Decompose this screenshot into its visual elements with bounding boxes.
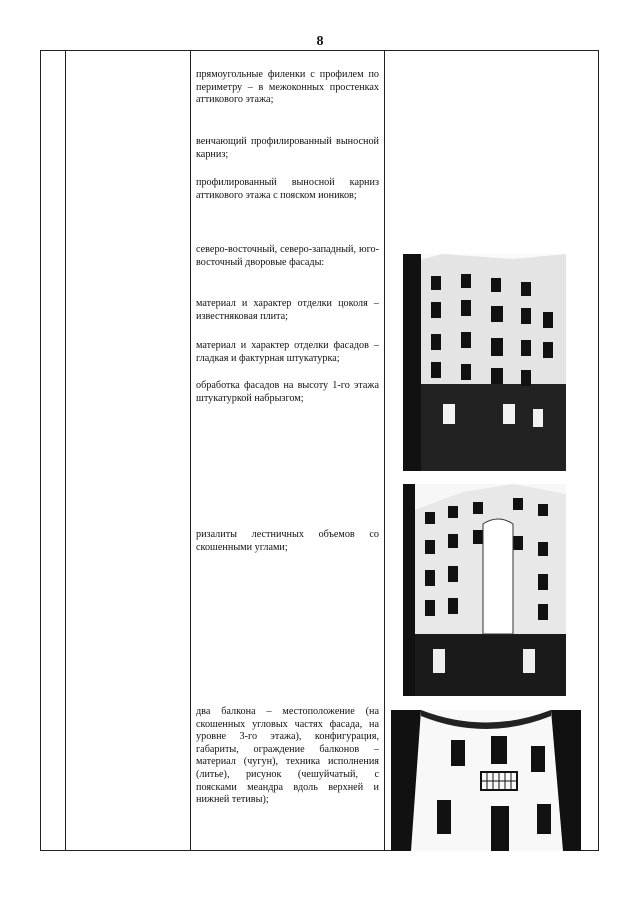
text-item: материал и характер отделки цоколя – известняковая плита; [196,298,379,322]
text-item: прямоугольные филенки с профилем по периметру – в межоконных простенках аттикового этажа; [196,69,379,106]
facade-photo [403,254,566,471]
risalit-photo [403,484,566,696]
column-divider [384,51,385,850]
text-item: обработка фасадов на высоту 1-го этажа штукатуркой набрызгом; [196,380,379,404]
text-item: материал и характер отделки фасадов – гладкая и фактурная штукатурка; [196,340,379,364]
balcony-photo [391,710,581,851]
page-number: 8 [316,34,324,49]
text-item: профилированный выносной карниз аттикового этажа с пояском иоников; [196,177,379,201]
content-table [40,50,599,851]
column-divider [190,51,191,850]
text-item: ризалиты лестничных объемов со скошенными углами; [196,529,379,553]
column-divider [65,51,66,850]
text-item: два балкона – местоположение (на скошенных угловых частях фасада, на уровне 3-го этажа), конфигурация, габариты, ограждение балконов – материал (чугун), техника исполнения (литье), рисунок (чешуйчатый, с поясками меандра вдоль верхней и нижней тетивы); [196,706,379,806]
text-item: северо-восточный, северо-западный, юго-восточный дворовые фасады: [196,244,379,268]
text-item: венчающий профилированный выносной карниз; [196,136,379,160]
